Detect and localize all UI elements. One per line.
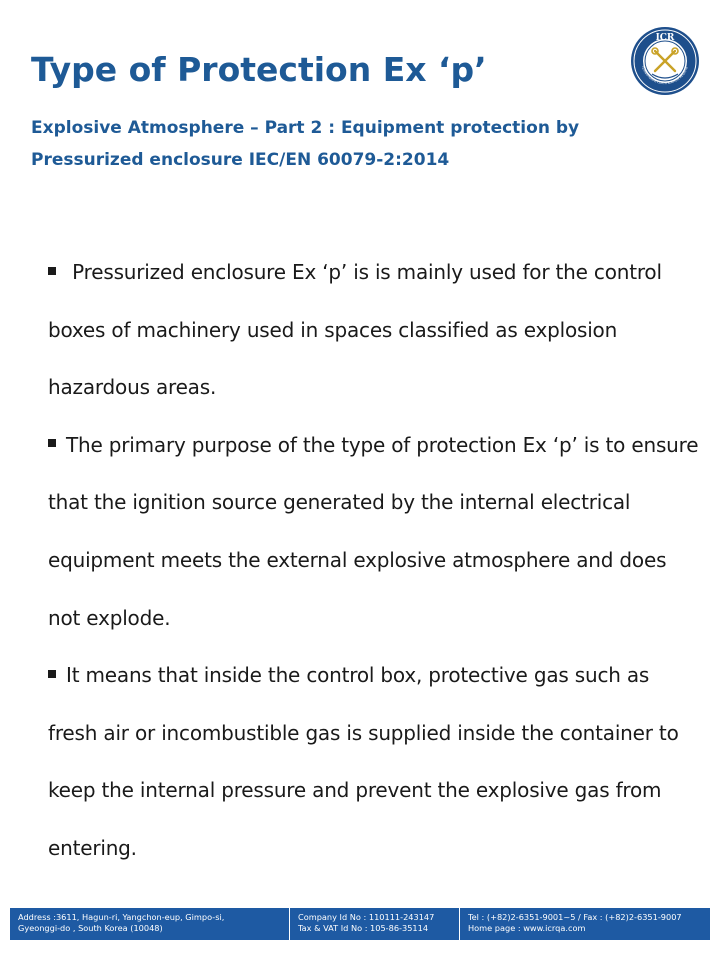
square-bullet-icon [48,267,56,275]
footer-contact [459,908,710,940]
bullet-text-3: It means that inside the control box, protective gas such as fresh air or incombustible gas is supplied inside the container to keep the internal pressure and prevent the explosive gas from entering. [48,663,679,860]
logo-name: ICR [655,33,675,43]
footer-address-line2: Gyeonggi-do , South Korea (10048) [18,923,163,933]
bullet-item-3 [48,647,704,877]
footer-tax-id: Tax & VAT Id No : 105-86-35114 [298,923,429,933]
logo-tagline: TERNATIONAL CERTIFICATION REGISTR [640,65,689,86]
square-bullet-icon [48,439,56,447]
footer-address-line1: Address :3611, Hagun-ri, Yangchon-eup, Gimpo-si, [18,912,225,922]
page-subtitle: Explosive Atmosphere – Part 2 : Equipment protection by Pressurized enclosure IEC/EN 60079-2:2014 [31,118,580,170]
footer-company-ids [289,908,459,940]
bullet-list [48,244,704,878]
square-bullet-icon [48,670,56,678]
bullet-item-2 [48,417,704,647]
bullet-text-1: Pressurized enclosure Ex ‘p’ is is mainly used for the control boxes of machinery used in spaces classified as explosion hazardous areas. [48,260,662,400]
footer-tel-fax: Tel : (+82)2-6351-9001~5 / Fax : (+82)2-6351-9007 [468,912,682,922]
icr-logo [630,26,700,96]
footer-address [10,908,289,940]
page-title: Type of Protection Ex ‘p’ [31,50,487,89]
footer-homepage: Home page : www.icrqa.com [468,923,586,933]
bullet-text-2: The primary purpose of the type of protection Ex ‘p’ is to ensure that the ignition source generated by the internal electrical equipment meets the external explosive atmosphere and does not explode. [48,432,699,630]
footer-company-id: Company Id No : 110111-243147 [298,912,435,922]
icr-seal-icon [630,26,700,96]
footer-bar [10,908,710,940]
bullet-item-1 [48,244,704,417]
